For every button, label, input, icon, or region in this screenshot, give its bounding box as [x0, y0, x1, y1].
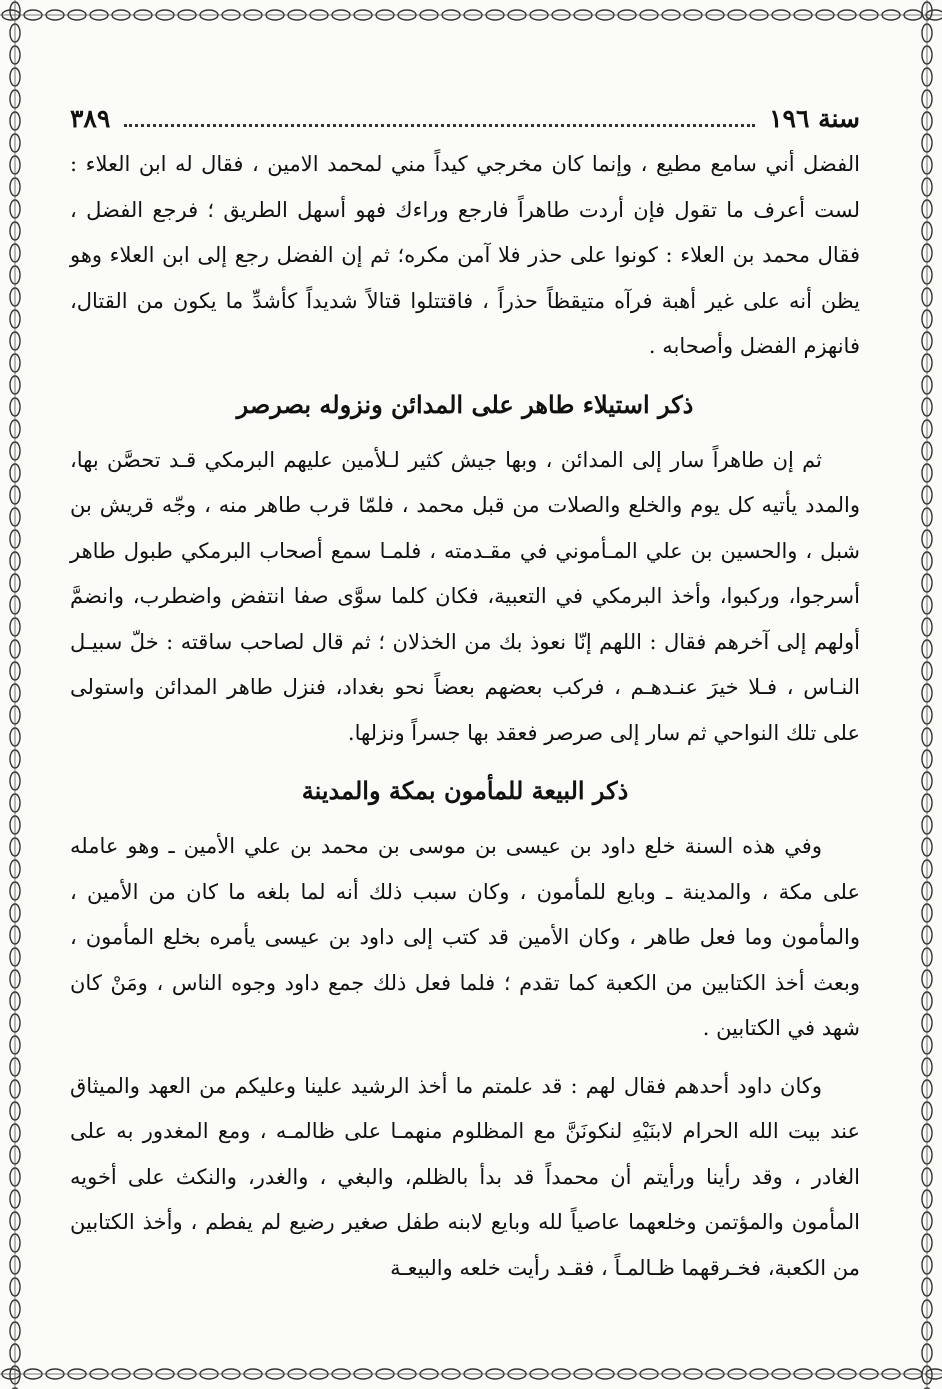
- section-heading-1: ذكر استيلاء طاهر على المدائن ونزوله بصرصر: [236, 389, 694, 419]
- page-number: ٣٨٩: [70, 103, 111, 133]
- section-heading-2: ذكر البيعة للمأمون بمكة والمدينة: [301, 776, 629, 805]
- paragraph-1: الفضل أني سامع مطيع ، وإنما كان مخرجي كيداً مني لمحمد الامين ، فقال له ابن العلاء : لست أعرف ما تقول فإن أردت طاهراً فارجع وراءك فهو أسهل الطريق ؛ فرجع الفضل ، فقال محمد بن العلاء : كونوا على حذر فلا آمن مكره؛ ثم إن الفضل رجع إلى ابن العلاء وهو يظن أنه على غير أهبة فرآه متيقظاً حذراً ، فاقتتلوا قتالاً شديداً كأشدِّ ما يكون من القتال، فانهزم الفضل وأصحابه .: [70, 152, 860, 358]
- paragraph-2: ثم إن طاهراً سار إلى المدائن ، وبها جيش كثير لـلأمين عليهم البرمكي قـد تحصَّن بها، والمدد يأتيه كل يوم والخلع والصلات من قبل محمد ، فلمّا قرب طاهر منه ، وجّه قريش بن شبل ، والحسين بن علي المـأموني في مقـدمته ، فلمـا سمع أصحاب البرمكي طبول طاهر أسرجوا، وركبوا، وأخذ البرمكي في التعبية، فكان كلما سوَّى صفا انتفض واضطرب، وانضمَّ أولهم إلى آخرهم فقال : اللهم إنّا نعوذ بك من الخذلان ؛ ثم قال لصاحب ساقته : خلّ سبيـل النـاس ، فـلا خيرَ عنـدهـم ، فركب بعضهم بعضاً نحو بغداد، فنزل طاهر المدائن واستولى على تلك النواحي ثم سار إلى صرصر فعقد بها جسراً ونزلها.: [70, 447, 860, 745]
- header-dotted-rule: [124, 110, 755, 127]
- decorative-border-bottom: [0, 1359, 942, 1389]
- paragraph-3: وفي هذه السنة خلع داود بن عيسى بن موسى بن محمد بن علي الأمين ـ وهو عامله على مكة ، والمدينة ـ وبايع للمأمون ، وكان سبب ذلك أنه لما بلغه ما كان من الأمين ، والمأمون وما فعل طاهر ، وكان الأمين قد كتب إلى داود بن عيسى يأمره بخلع المأمون ، وبعث أخذ الكتابين من الكعبة كما تقدم ؛ فلما فعل ذلك جمع داود وجوه الناس ، ومَنْ كان شهد في الكتابين .: [70, 834, 860, 1040]
- running-head: سنة ١٩٦: [769, 103, 860, 133]
- decorative-border-right: [912, 0, 942, 1389]
- decorative-border-top: [0, 0, 942, 30]
- decorative-border-left: [0, 0, 30, 1389]
- page-body: [70, 142, 860, 1303]
- page-header: [70, 98, 860, 138]
- paragraph-4: وكان داود أحدهم فقال لهم : قد علمتم ما أخذ الرشيد علينا وعليكم من العهد والميثاق عند بيت الله الحرام لابنَيْهِ لنكونَنَّ مع المظلوم منهمـا على ظالمـه ، ومع المغدور به على الغادر ، وقد رأينا ورأيتم أن محمداً قد بدأ بالظلم، والبغي ، والغدر، والنكث على أخويه المأمون والمؤتمن وخلعهما عاصياً لله وبايع لابنه طفل صغير رضيع لم يفطم ، وأخذ الكتابين من الكعبة، فخـرقهما ظـالمـاً ، فقـد رأيت خلعه والبيعـة: [70, 1073, 860, 1280]
